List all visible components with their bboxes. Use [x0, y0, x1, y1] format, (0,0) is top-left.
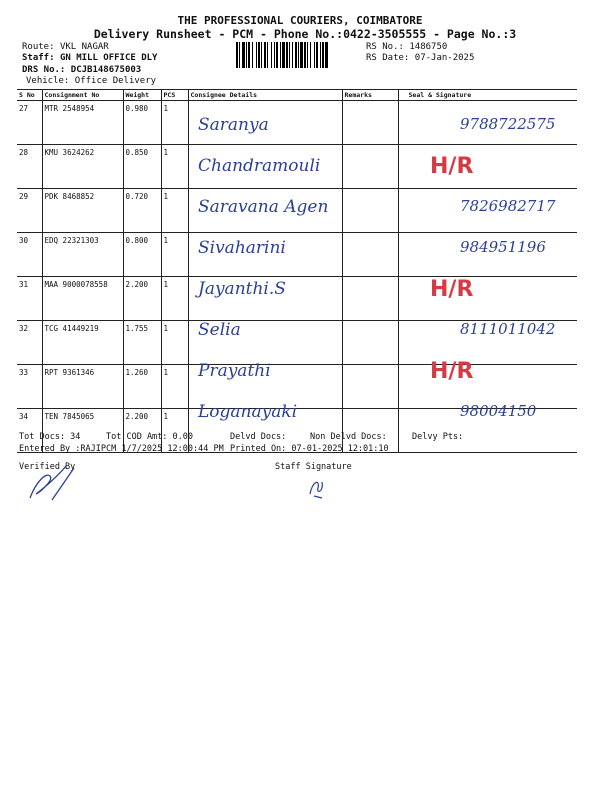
row-weight: 0.800: [123, 233, 161, 277]
row-seal-cell: [398, 145, 577, 189]
col-weight: Weight: [123, 90, 161, 101]
barcode-bar: [246, 42, 247, 68]
barcode-bar: [307, 42, 308, 68]
consignee-handwriting: Loganayaki: [198, 402, 298, 422]
barcode-bar: [300, 42, 303, 68]
barcode-bar: [325, 42, 328, 68]
col-consignment: Consignment No: [42, 90, 123, 101]
row-remarks-cell: [342, 277, 398, 321]
row-sno: 30: [17, 233, 42, 277]
staff-value: GN MILL OFFICE DLY: [59, 53, 158, 63]
barcode-bar: [252, 42, 253, 68]
row-seal-cell: [398, 277, 577, 321]
row-weight: 2.200: [123, 277, 161, 321]
seal-handwriting: 984951196: [460, 238, 546, 256]
barcode-bar: [289, 42, 290, 68]
barcode-bar: [320, 42, 321, 68]
tot-cod: Tot COD Amt: 0.00: [106, 432, 193, 442]
consignee-handwriting: Chandramouli: [198, 156, 321, 176]
delvd-docs: Delvd Docs:: [230, 432, 287, 442]
seal-handwriting: 98004150: [460, 402, 537, 420]
barcode-bar: [239, 42, 240, 68]
rs-date-label: RS Date:: [366, 53, 410, 63]
seal-handwriting: 8111011042: [460, 320, 556, 338]
consignee-handwriting: Sivaharini: [198, 238, 286, 258]
barcode-bar: [292, 42, 293, 68]
vehicle-value: Office Delivery: [74, 76, 157, 86]
drs-label: DRS No.:: [22, 65, 66, 75]
row-consignment: RPT 9361346: [42, 365, 123, 409]
runsheet-table: [17, 89, 577, 453]
row-weight: 0.980: [123, 101, 161, 145]
row-pcs: 1: [161, 277, 188, 321]
row-weight: 2.200: [123, 409, 161, 453]
barcode-bar: [282, 42, 285, 68]
vehicle-line: [26, 76, 156, 86]
consignee-handwriting: Selia: [198, 320, 241, 340]
col-seal: Seal & Signature: [398, 90, 577, 101]
row-sno: 29: [17, 189, 42, 233]
barcode-bar: [261, 42, 262, 68]
runsheet-subtitle: Delivery Runsheet - PCM - Phone No.:0422-3505555 - Page No.:3: [93, 27, 517, 41]
drs-value: DCJB148675003: [70, 65, 142, 75]
row-remarks-cell: [342, 145, 398, 189]
row-pcs: 1: [161, 409, 188, 453]
non-delvd-docs: Non Delvd Docs:: [310, 432, 387, 442]
row-consignment: TCG 41449219: [42, 321, 123, 365]
barcode-bar: [267, 42, 268, 68]
tot-docs: Tot Docs: 34: [19, 432, 81, 442]
rs-no-value: 1486750: [409, 42, 448, 52]
barcode-bar: [304, 42, 306, 68]
col-remarks: Remarks: [342, 90, 398, 101]
row-weight: 0.850: [123, 145, 161, 189]
delvy-pts: Delvy Pts:: [412, 432, 464, 442]
row-sno: 32: [17, 321, 42, 365]
consignee-handwriting: Prayathi: [198, 361, 271, 381]
row-consignment: MAA 9000078558: [42, 277, 123, 321]
barcode-bar: [248, 42, 250, 68]
route-label: Route:: [22, 42, 55, 52]
rs-date-line: [366, 53, 474, 63]
hr-remark-mark: H/R: [430, 154, 474, 179]
rs-no-label: RS No.:: [366, 42, 404, 52]
row-sno: 27: [17, 101, 42, 145]
row-consignment: EDQ 22321303: [42, 233, 123, 277]
row-consignment: PDK 8468852: [42, 189, 123, 233]
barcode-bar: [242, 42, 245, 68]
seal-handwriting: 7826982717: [460, 197, 556, 215]
table-header-row: [17, 90, 577, 101]
row-sno: 33: [17, 365, 42, 409]
barcode-bar: [236, 42, 238, 68]
hr-remark-mark: H/R: [430, 277, 474, 302]
barcode-bar: [322, 42, 324, 68]
row-pcs: 1: [161, 233, 188, 277]
row-remarks-cell: [342, 365, 398, 409]
row-consignment: MTR 2548954: [42, 101, 123, 145]
table-row: [17, 277, 577, 321]
row-pcs: 1: [161, 101, 188, 145]
row-remarks-cell: [342, 189, 398, 233]
staff-signature-label: Staff Signature: [275, 462, 352, 472]
printed-on: Printed On: 07-01-2025 12:01:10: [230, 444, 389, 454]
barcode-bar: [314, 42, 315, 68]
rs-no-line: [366, 42, 447, 52]
row-sno: 34: [17, 409, 42, 453]
staff-line: [22, 53, 157, 63]
barcode-bar: [264, 42, 266, 68]
col-sno: S No: [17, 90, 42, 101]
row-pcs: 1: [161, 189, 188, 233]
row-remarks-cell: [342, 101, 398, 145]
row-consignment: KMU 3624262: [42, 145, 123, 189]
row-pcs: 1: [161, 365, 188, 409]
row-weight: 1.755: [123, 321, 161, 365]
row-remarks-cell: [342, 233, 398, 277]
barcode-bar: [258, 42, 260, 68]
row-weight: 1.260: [123, 365, 161, 409]
row-remarks-cell: [342, 321, 398, 365]
barcode-bar: [316, 42, 318, 68]
verifier-signature: [22, 462, 82, 504]
barcode: [236, 42, 360, 68]
barcode-bar: [256, 42, 257, 68]
barcode-bar: [286, 42, 288, 68]
barcode-bar: [276, 42, 278, 68]
barcode-bar: [295, 42, 297, 68]
route-line: [22, 42, 109, 52]
barcode-bar: [271, 42, 272, 68]
entered-by: Entered By :RAJIPCM 1/7/2025 12:00:44 PM: [19, 444, 224, 454]
vehicle-label: Vehicle:: [26, 76, 70, 86]
barcode-bar: [274, 42, 275, 68]
consignee-handwriting: Saravana Agen: [198, 197, 329, 217]
row-sno: 31: [17, 277, 42, 321]
barcode-bar: [298, 42, 299, 68]
staff-signature-mark: [306, 472, 328, 500]
hr-remark-mark: H/R: [430, 359, 474, 384]
col-pcs: PCS: [161, 90, 188, 101]
row-consignment: TEN 7845065: [42, 409, 123, 453]
consignee-handwriting: Jayanthi.S: [198, 279, 286, 299]
col-consignee: Consignee Details: [188, 90, 342, 101]
row-sno: 28: [17, 145, 42, 189]
barcode-bar: [280, 42, 281, 68]
drs-line: [22, 65, 141, 75]
rs-date-value: 07-Jan-2025: [414, 53, 475, 63]
seal-handwriting: 9788722575: [460, 115, 556, 133]
row-pcs: 1: [161, 145, 188, 189]
barcode-bar: [310, 42, 311, 68]
consignee-handwriting: Saranya: [198, 115, 269, 135]
company-title: THE PROFESSIONAL COURIERS, COIMBATORE: [177, 14, 423, 27]
route-value: VKL NAGAR: [59, 42, 109, 52]
row-weight: 0.720: [123, 189, 161, 233]
verified-by: Verified By: [19, 462, 76, 472]
staff-label: Staff:: [22, 53, 55, 63]
row-pcs: 1: [161, 321, 188, 365]
